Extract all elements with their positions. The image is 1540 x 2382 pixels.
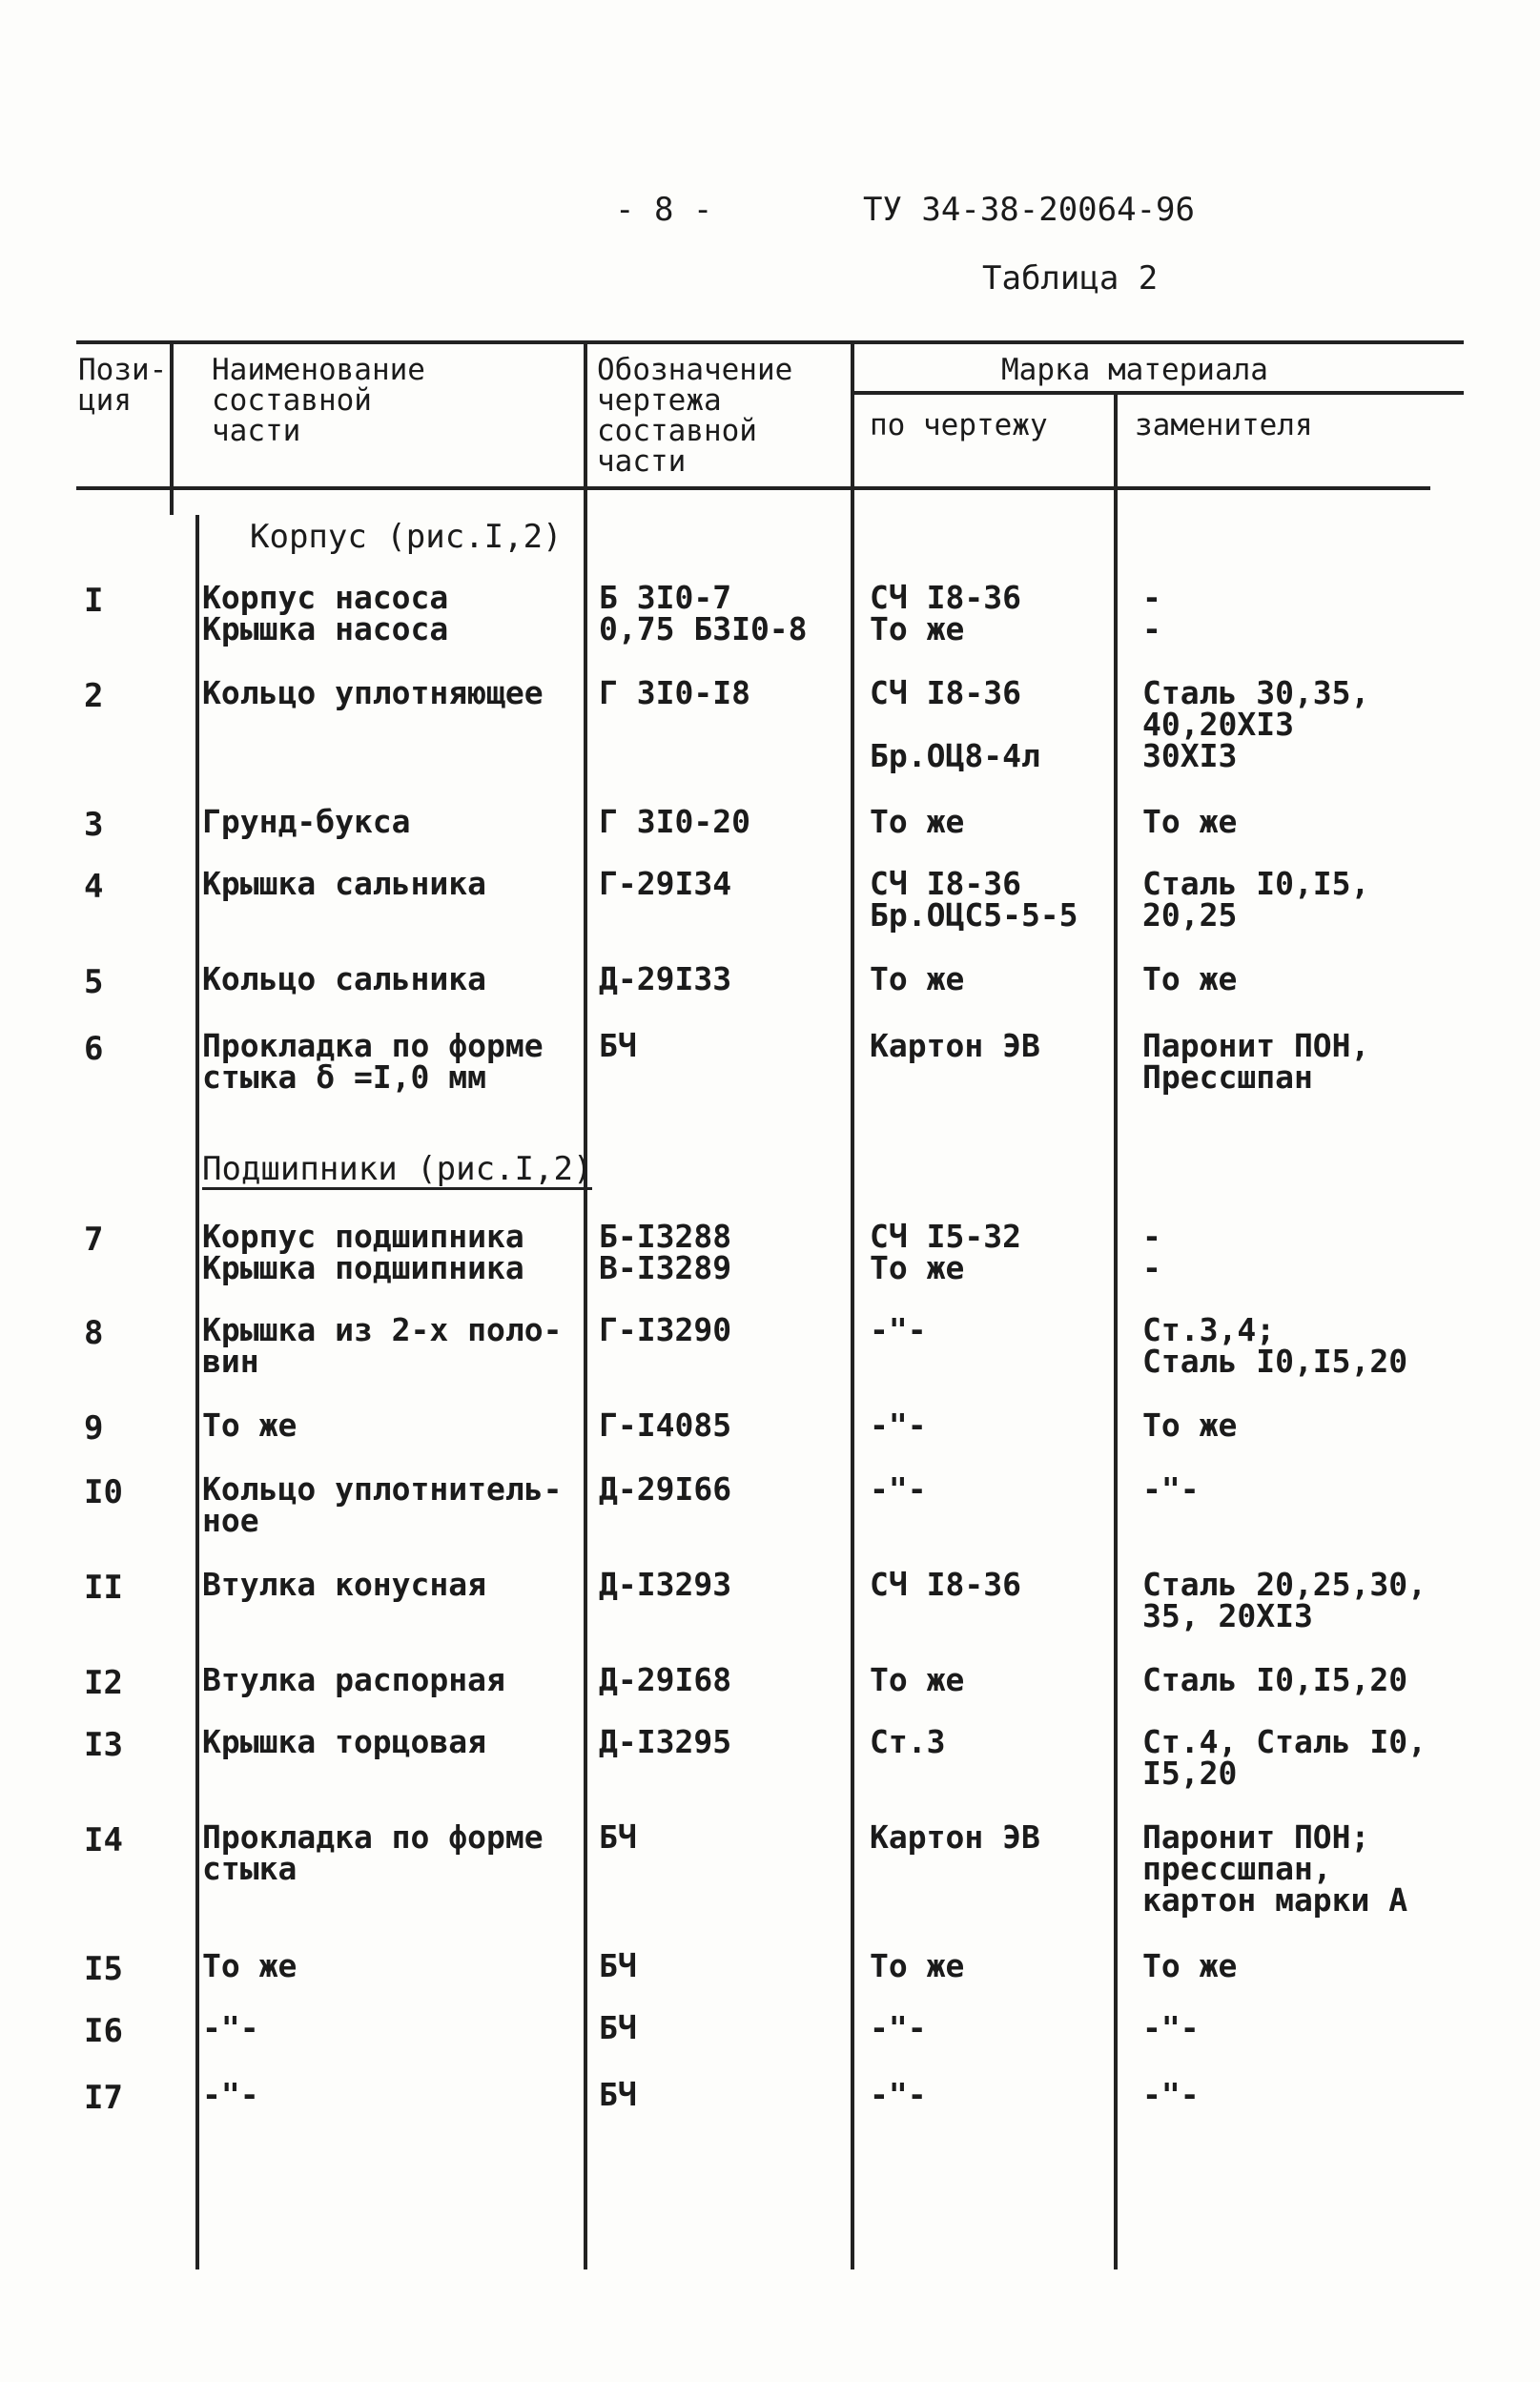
column-divider-1 [195, 515, 199, 2269]
cell-mat: То же [870, 803, 965, 840]
cell-mat: СЧ I8-36 То же [870, 579, 1021, 647]
header-drawing-designation: Обозначение чертежа составной части [597, 353, 793, 479]
cell-name: -"- [202, 2076, 259, 2113]
cell-sub: Сталь 20,25,30, 35, 20ХI3 [1142, 1566, 1427, 1634]
cell-mat: Картон ЭВ [870, 1818, 1040, 1856]
cell-sub: Сталь I0,I5, 20,25 [1142, 865, 1370, 934]
cell-mat: -"- [870, 1311, 927, 1348]
cell-mat: То же [870, 1947, 965, 1984]
cell-mat: СЧ I8-36 Бр.ОЦ8-4л [870, 674, 1040, 774]
cell-drawing: БЧ [599, 1947, 637, 1984]
cell-sub: Ст.3,4; Сталь I0,I5,20 [1142, 1311, 1408, 1380]
cell-sub: То же [1142, 803, 1238, 840]
cell-pos: 8 [84, 1314, 104, 1352]
cell-pos: 6 [84, 1030, 104, 1068]
cell-sub: Паронит ПОН, Прессшпан [1142, 1027, 1370, 1096]
cell-name: Крышка сальника [202, 865, 487, 902]
cell-name: -"- [202, 2009, 259, 2046]
column-divider-3 [851, 340, 854, 2269]
section-title-bearings: Подшипники (рис.I,2) [202, 1150, 593, 1188]
cell-mat: -"- [870, 1470, 927, 1508]
cell-name: Втулка распорная [202, 1661, 505, 1698]
cell-drawing: Б-I3288 В-I3289 [599, 1218, 732, 1286]
cell-drawing: Г-I4085 [599, 1407, 732, 1444]
document-code: ТУ 34-38-20064-96 [863, 191, 1195, 229]
cell-drawing: Д-I3293 [599, 1566, 732, 1603]
cell-mat: -"- [870, 2009, 927, 2046]
table-top-rule [76, 340, 1464, 344]
column-divider-1-header [170, 340, 174, 515]
cell-sub: - - [1142, 579, 1161, 647]
cell-drawing: БЧ [599, 2009, 637, 2046]
cell-pos: II [84, 1569, 123, 1607]
cell-mat: -"- [870, 1407, 927, 1444]
cell-pos: 5 [84, 963, 104, 1001]
cell-sub: То же [1142, 960, 1238, 997]
cell-drawing: Г-I3290 [599, 1311, 732, 1348]
cell-mat: Ст.3 [870, 1723, 946, 1760]
cell-mat: Картон ЭВ [870, 1027, 1040, 1064]
cell-name: Крышка торцовая [202, 1723, 487, 1760]
cell-sub: То же [1142, 1407, 1238, 1444]
cell-mat: СЧ I5-32 То же [870, 1218, 1021, 1286]
cell-name: Кольцо сальника [202, 960, 487, 997]
column-divider-4 [1114, 391, 1118, 2269]
cell-sub: То же [1142, 1947, 1238, 1984]
cell-drawing: Д-29I66 [599, 1470, 732, 1508]
header-part-name: Наименование составной части [212, 353, 425, 448]
cell-pos: 3 [84, 806, 104, 844]
cell-drawing: БЧ [599, 1818, 637, 1856]
cell-drawing: Б 3I0-7 0,75 Б3I0-8 [599, 579, 808, 647]
cell-sub: Паронит ПОН; прессшпан, картон марки А [1142, 1818, 1408, 1919]
cell-pos: I5 [84, 1950, 123, 1988]
cell-pos: 9 [84, 1409, 104, 1448]
cell-mat: СЧ I8-36 [870, 1566, 1021, 1603]
cell-mat: То же [870, 960, 965, 997]
cell-name: Грунд-букса [202, 803, 411, 840]
cell-pos: 2 [84, 677, 104, 715]
cell-drawing: БЧ [599, 2076, 637, 2113]
page-number: - 8 - [615, 191, 713, 229]
cell-name: Корпус подшипника Крышка подшипника [202, 1218, 524, 1286]
cell-pos: I3 [84, 1726, 123, 1764]
header-material-substitute: заменителя [1135, 408, 1313, 442]
cell-mat: -"- [870, 2076, 927, 2113]
header-material-group: Марка материала [1001, 353, 1268, 387]
cell-sub: Ст.4, Сталь I0, I5,20 [1142, 1723, 1427, 1792]
cell-drawing: Г-29I34 [599, 865, 732, 902]
cell-drawing: Д-29I33 [599, 960, 732, 997]
cell-mat: То же [870, 1661, 965, 1698]
table-label: Таблица 2 [982, 259, 1159, 298]
cell-pos: I2 [84, 1664, 123, 1702]
cell-name: Прокладка по форме стыка [202, 1818, 544, 1887]
header-bottom-rule [76, 486, 1430, 490]
cell-drawing: Г 3I0-20 [599, 803, 750, 840]
material-subheader-rule [851, 391, 1464, 395]
cell-pos: I7 [84, 2079, 123, 2117]
cell-sub: Сталь 30,35, 40,20ХI3 30ХI3 [1142, 674, 1370, 774]
cell-name: Корпус насоса Крышка насоса [202, 579, 449, 647]
cell-pos: I6 [84, 2012, 123, 2050]
cell-name: Кольцо уплотнитель- ное [202, 1470, 563, 1539]
cell-name: Прокладка по форме стыка δ =I,0 мм [202, 1027, 544, 1096]
section-title-body: Корпус (рис.I,2) [250, 518, 563, 556]
column-divider-2 [584, 340, 587, 2269]
cell-sub: -"- [1142, 1470, 1200, 1508]
cell-name: Крышка из 2-х поло- вин [202, 1311, 563, 1380]
cell-sub: -"- [1142, 2076, 1200, 2113]
cell-name: Кольцо уплотняющее [202, 674, 544, 711]
cell-sub: - - [1142, 1218, 1161, 1286]
cell-drawing: Г 3I0-I8 [599, 674, 750, 711]
header-position: Пози- ция [78, 353, 168, 418]
cell-pos: I [84, 582, 104, 620]
cell-pos: 4 [84, 868, 104, 906]
header-material-per-drawing: по чертежу [870, 408, 1048, 442]
cell-name: То же [202, 1407, 298, 1444]
cell-name: То же [202, 1947, 298, 1984]
cell-pos: I4 [84, 1821, 123, 1859]
cell-sub: Сталь I0,I5,20 [1142, 1661, 1408, 1698]
cell-mat: СЧ I8-36 Бр.ОЦС5-5-5 [870, 865, 1078, 934]
cell-drawing: Д-I3295 [599, 1723, 732, 1760]
cell-pos: I0 [84, 1473, 123, 1511]
cell-name: Втулка конусная [202, 1566, 487, 1603]
cell-drawing: Д-29I68 [599, 1661, 732, 1698]
cell-sub: -"- [1142, 2009, 1200, 2046]
cell-pos: 7 [84, 1221, 104, 1259]
cell-drawing: БЧ [599, 1027, 637, 1064]
